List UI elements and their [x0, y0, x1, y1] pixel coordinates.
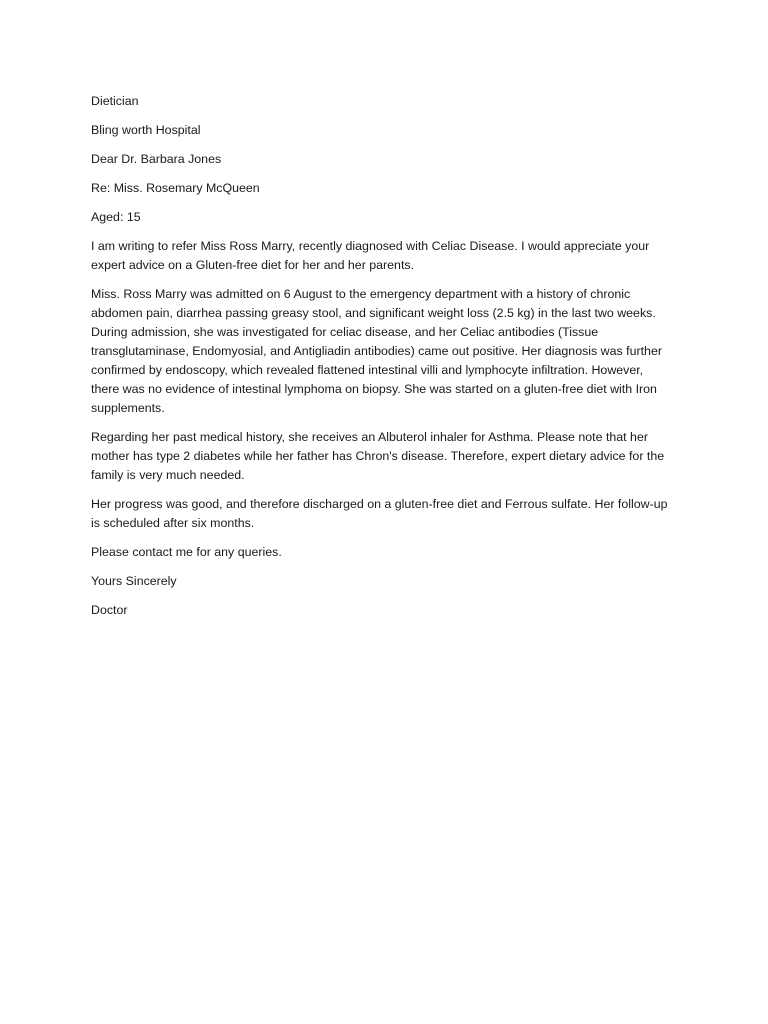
body-paragraph: I am writing to refer Miss Ross Marry, recently diagnosed with Celiac Disease. I would appreciate your expert advice on a Gluten-free diet for her and her parents. [91, 239, 650, 272]
patient-age: Aged: 15 [91, 210, 141, 224]
closing: Yours Sincerely [91, 574, 177, 588]
subject-line: Re: Miss. Rosemary McQueen [91, 181, 260, 195]
signature: Doctor [91, 603, 128, 617]
body-paragraph: Miss. Ross Marry was admitted on 6 August to the emergency department with a history of chronic abdomen pain, diarrhea passing greasy stool, and significant weight loss (2.5 kg) in the last two weeks. During admission, she was investigated for celiac disease, and her Celiac antibodies (Tissue transglutaminase, Endomyosial, and Antigliadin antibodies) came out positive. Her diagnosis was further confirmed by endoscopy, which revealed flattened intestinal villi and lymphocyte infiltration. However, there was no evidence of intestinal lymphoma on biopsy. She was started on a gluten-free diet with Iron supplements. [91, 287, 662, 415]
hospital-name: Bling worth Hospital [91, 123, 201, 137]
salutation: Dear Dr. Barbara Jones [91, 152, 222, 166]
recipient-title: Dietician [91, 94, 139, 108]
body-paragraph: Her progress was good, and therefore discharged on a gluten-free diet and Ferrous sulfate. Her follow-up is scheduled after six months. [91, 497, 668, 530]
body-paragraph: Regarding her past medical history, she receives an Albuterol inhaler for Asthma. Please note that her mother has type 2 diabetes while her father has Chron's disease. Therefore, expert dietary advice for the family is very much needed. [91, 430, 665, 482]
body-paragraph: Please contact me for any queries. [91, 545, 282, 559]
referral-letter [91, 92, 671, 630]
